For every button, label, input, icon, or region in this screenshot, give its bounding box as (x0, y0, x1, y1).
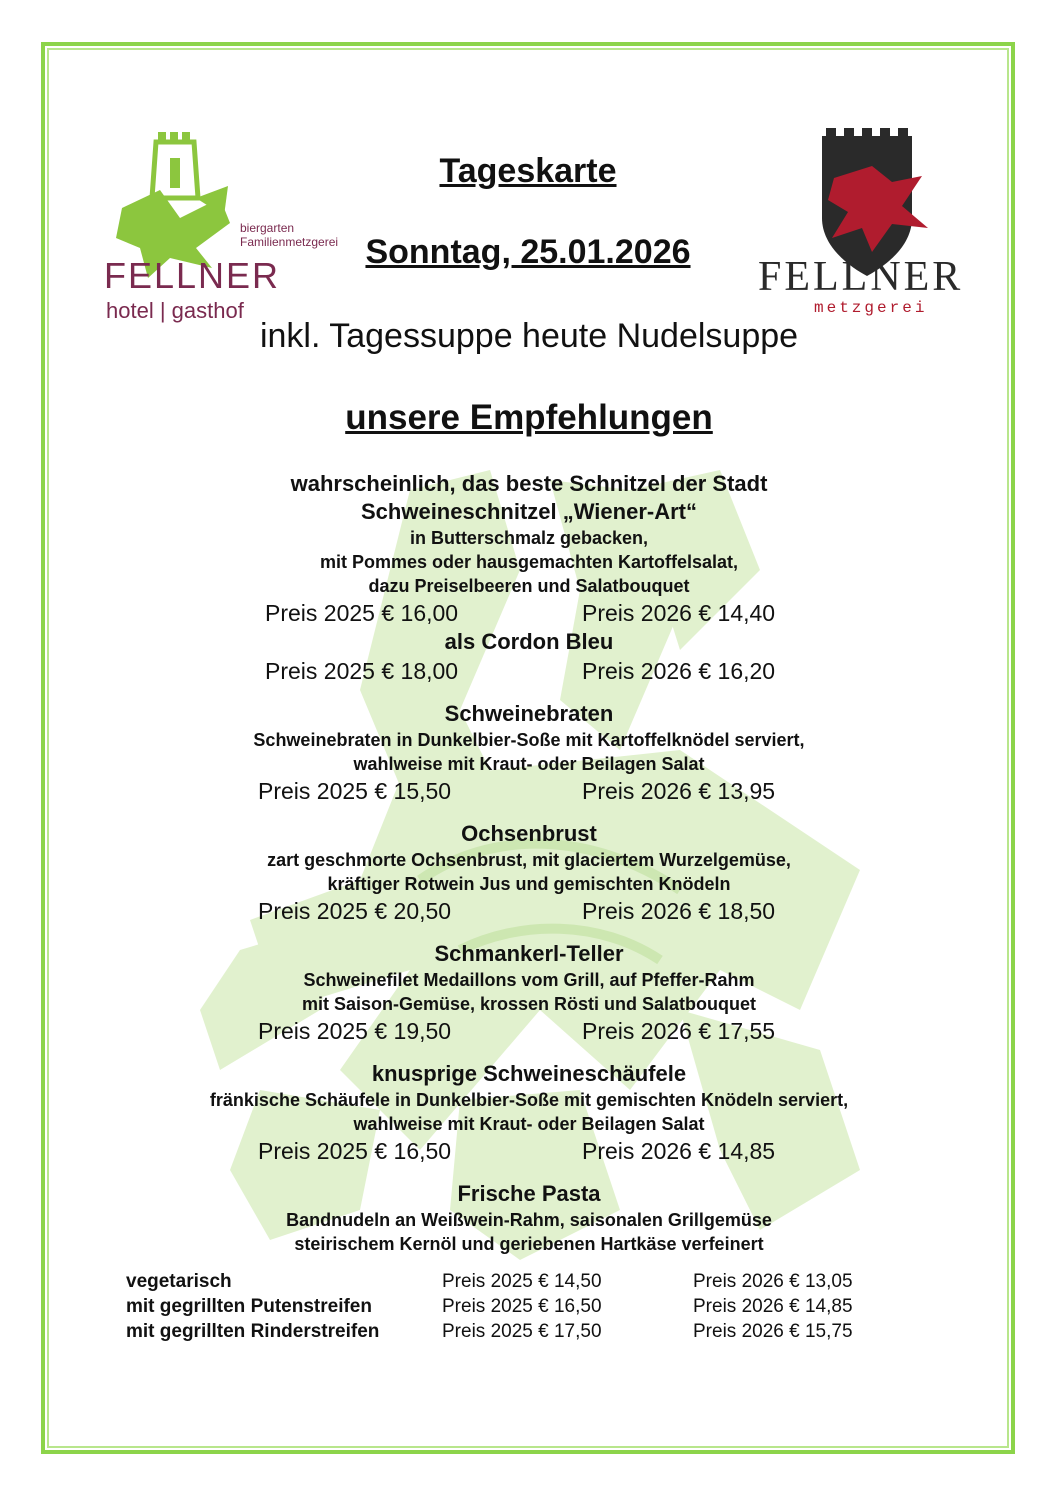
logo-biergarten-text: biergarten (240, 221, 295, 235)
pasta-option-row (126, 1319, 886, 1344)
logo-hotel-gasthof-text: hotel | gasthof (106, 298, 244, 323)
pasta-option-row (126, 1294, 886, 1319)
pasta-option-label: vegetarisch (126, 1271, 232, 1292)
price-row (80, 776, 978, 806)
logo-fellner-text: FELLNER (758, 254, 964, 300)
pasta-option-label: mit gegrillten Rinderstreifen (126, 1321, 380, 1342)
price-2025: Preis 2025 € 17,50 (442, 1321, 602, 1342)
dish-name: Schweineschnitzel „Wiener-Art“ (361, 499, 697, 524)
dish-name: Schmankerl-Teller (434, 941, 624, 966)
recommendations-heading: unsere Empfehlungen (345, 398, 713, 437)
price-2025: Preis 2025 € 16,00 (265, 600, 459, 626)
dish-schweineschaeufele (80, 1060, 978, 1166)
price-row (80, 1016, 978, 1046)
logo-familienmetzgerei-text: Familienmetzgerei (240, 235, 339, 249)
dish-desc-line: dazu Preiselbeeren und Salatbouquet (368, 576, 690, 596)
price-2025: Preis 2025 € 16,50 (258, 1138, 452, 1164)
price-row (80, 656, 978, 686)
menu-list (80, 470, 978, 1256)
soup-note: inkl. Tagessuppe heute Nudelsuppe (259, 317, 799, 355)
dish-desc-line: mit Pommes oder hausgemachten Kartoffelsalat, (319, 552, 739, 572)
price-2025: Preis 2025 € 16,50 (442, 1296, 602, 1317)
dish-desc-line: fränkische Schäufele in Dunkelbier-Soße mit gemischten Knödeln serviert, (209, 1090, 849, 1110)
dish-frische-pasta (80, 1180, 978, 1256)
fellner-hotel-gasthof-logo (100, 128, 350, 328)
date-heading: Sonntag, 25.01.2026 (365, 233, 691, 271)
dish-desc-line: mit Saison-Gemüse, krossen Rösti und Salatbouquet (301, 994, 757, 1014)
price-2026: Preis 2026 € 13,05 (693, 1271, 853, 1292)
price-2025: Preis 2025 € 15,50 (258, 778, 452, 804)
dish-tagline: wahrscheinlich, das beste Schnitzel der Stadt (290, 471, 768, 496)
price-row (80, 1136, 978, 1166)
dish-schnitzel (80, 470, 978, 686)
pasta-option-label: mit gegrillten Putenstreifen (126, 1296, 372, 1317)
dish-desc-line: Schweinebraten in Dunkelbier-Soße mit Kartoffelknödel serviert, (253, 730, 805, 750)
pasta-options-table (126, 1269, 886, 1344)
price-2025: Preis 2025 € 19,50 (258, 1018, 452, 1044)
price-2026: Preis 2026 € 17,55 (582, 1018, 776, 1044)
dish-schweinebraten (80, 700, 978, 806)
price-2026: Preis 2026 € 15,75 (693, 1321, 853, 1342)
dish-desc-line: kräftiger Rotwein Jus und gemischten Knödeln (327, 874, 731, 894)
price-2026: Preis 2026 € 16,20 (582, 658, 776, 684)
price-2026: Preis 2026 € 14,40 (582, 600, 776, 626)
price-2026: Preis 2026 € 13,95 (582, 778, 776, 804)
dish-name: knusprige Schweineschäufele (371, 1061, 687, 1086)
logo-metzgerei-text: metzgerei (814, 299, 928, 317)
page-title: Tageskarte (439, 152, 617, 190)
fellner-metzgerei-logo (752, 128, 974, 318)
price-row (80, 598, 978, 628)
pasta-option-row (126, 1269, 886, 1294)
dish-desc-line: wahlweise mit Kraut- oder Beilagen Salat (353, 754, 705, 774)
price-row (80, 896, 978, 926)
dish-variant: als Cordon Bleu (444, 629, 614, 654)
logo-fellner-text: FELLNER (104, 255, 281, 296)
dish-schmankerl-teller (80, 940, 978, 1046)
dish-desc-line: Bandnudeln an Weißwein-Rahm, saisonalen Grillgemüse (286, 1210, 772, 1230)
dish-name: Schweinebraten (444, 701, 614, 726)
dish-name: Ochsenbrust (461, 821, 597, 846)
price-2025: Preis 2025 € 20,50 (258, 898, 452, 924)
dish-name: Frische Pasta (457, 1181, 601, 1206)
price-2026: Preis 2026 € 14,85 (693, 1296, 853, 1317)
price-2026: Preis 2026 € 18,50 (582, 898, 776, 924)
dish-desc-line: zart geschmorte Ochsenbrust, mit glaciertem Wurzelgemüse, (267, 850, 791, 870)
price-2025: Preis 2025 € 14,50 (442, 1271, 602, 1292)
dish-ochsenbrust (80, 820, 978, 926)
dish-desc-line: in Butterschmalz gebacken, (409, 528, 649, 548)
dish-desc-line: wahlweise mit Kraut- oder Beilagen Salat (353, 1114, 705, 1134)
price-2025: Preis 2025 € 18,00 (265, 658, 459, 684)
dish-desc-line: steirischem Kernöl und geriebenen Hartkäse verfeinert (294, 1234, 764, 1254)
price-2026: Preis 2026 € 14,85 (582, 1138, 776, 1164)
dish-desc-line: Schweinefilet Medaillons vom Grill, auf Pfeffer-Rahm (303, 970, 755, 990)
